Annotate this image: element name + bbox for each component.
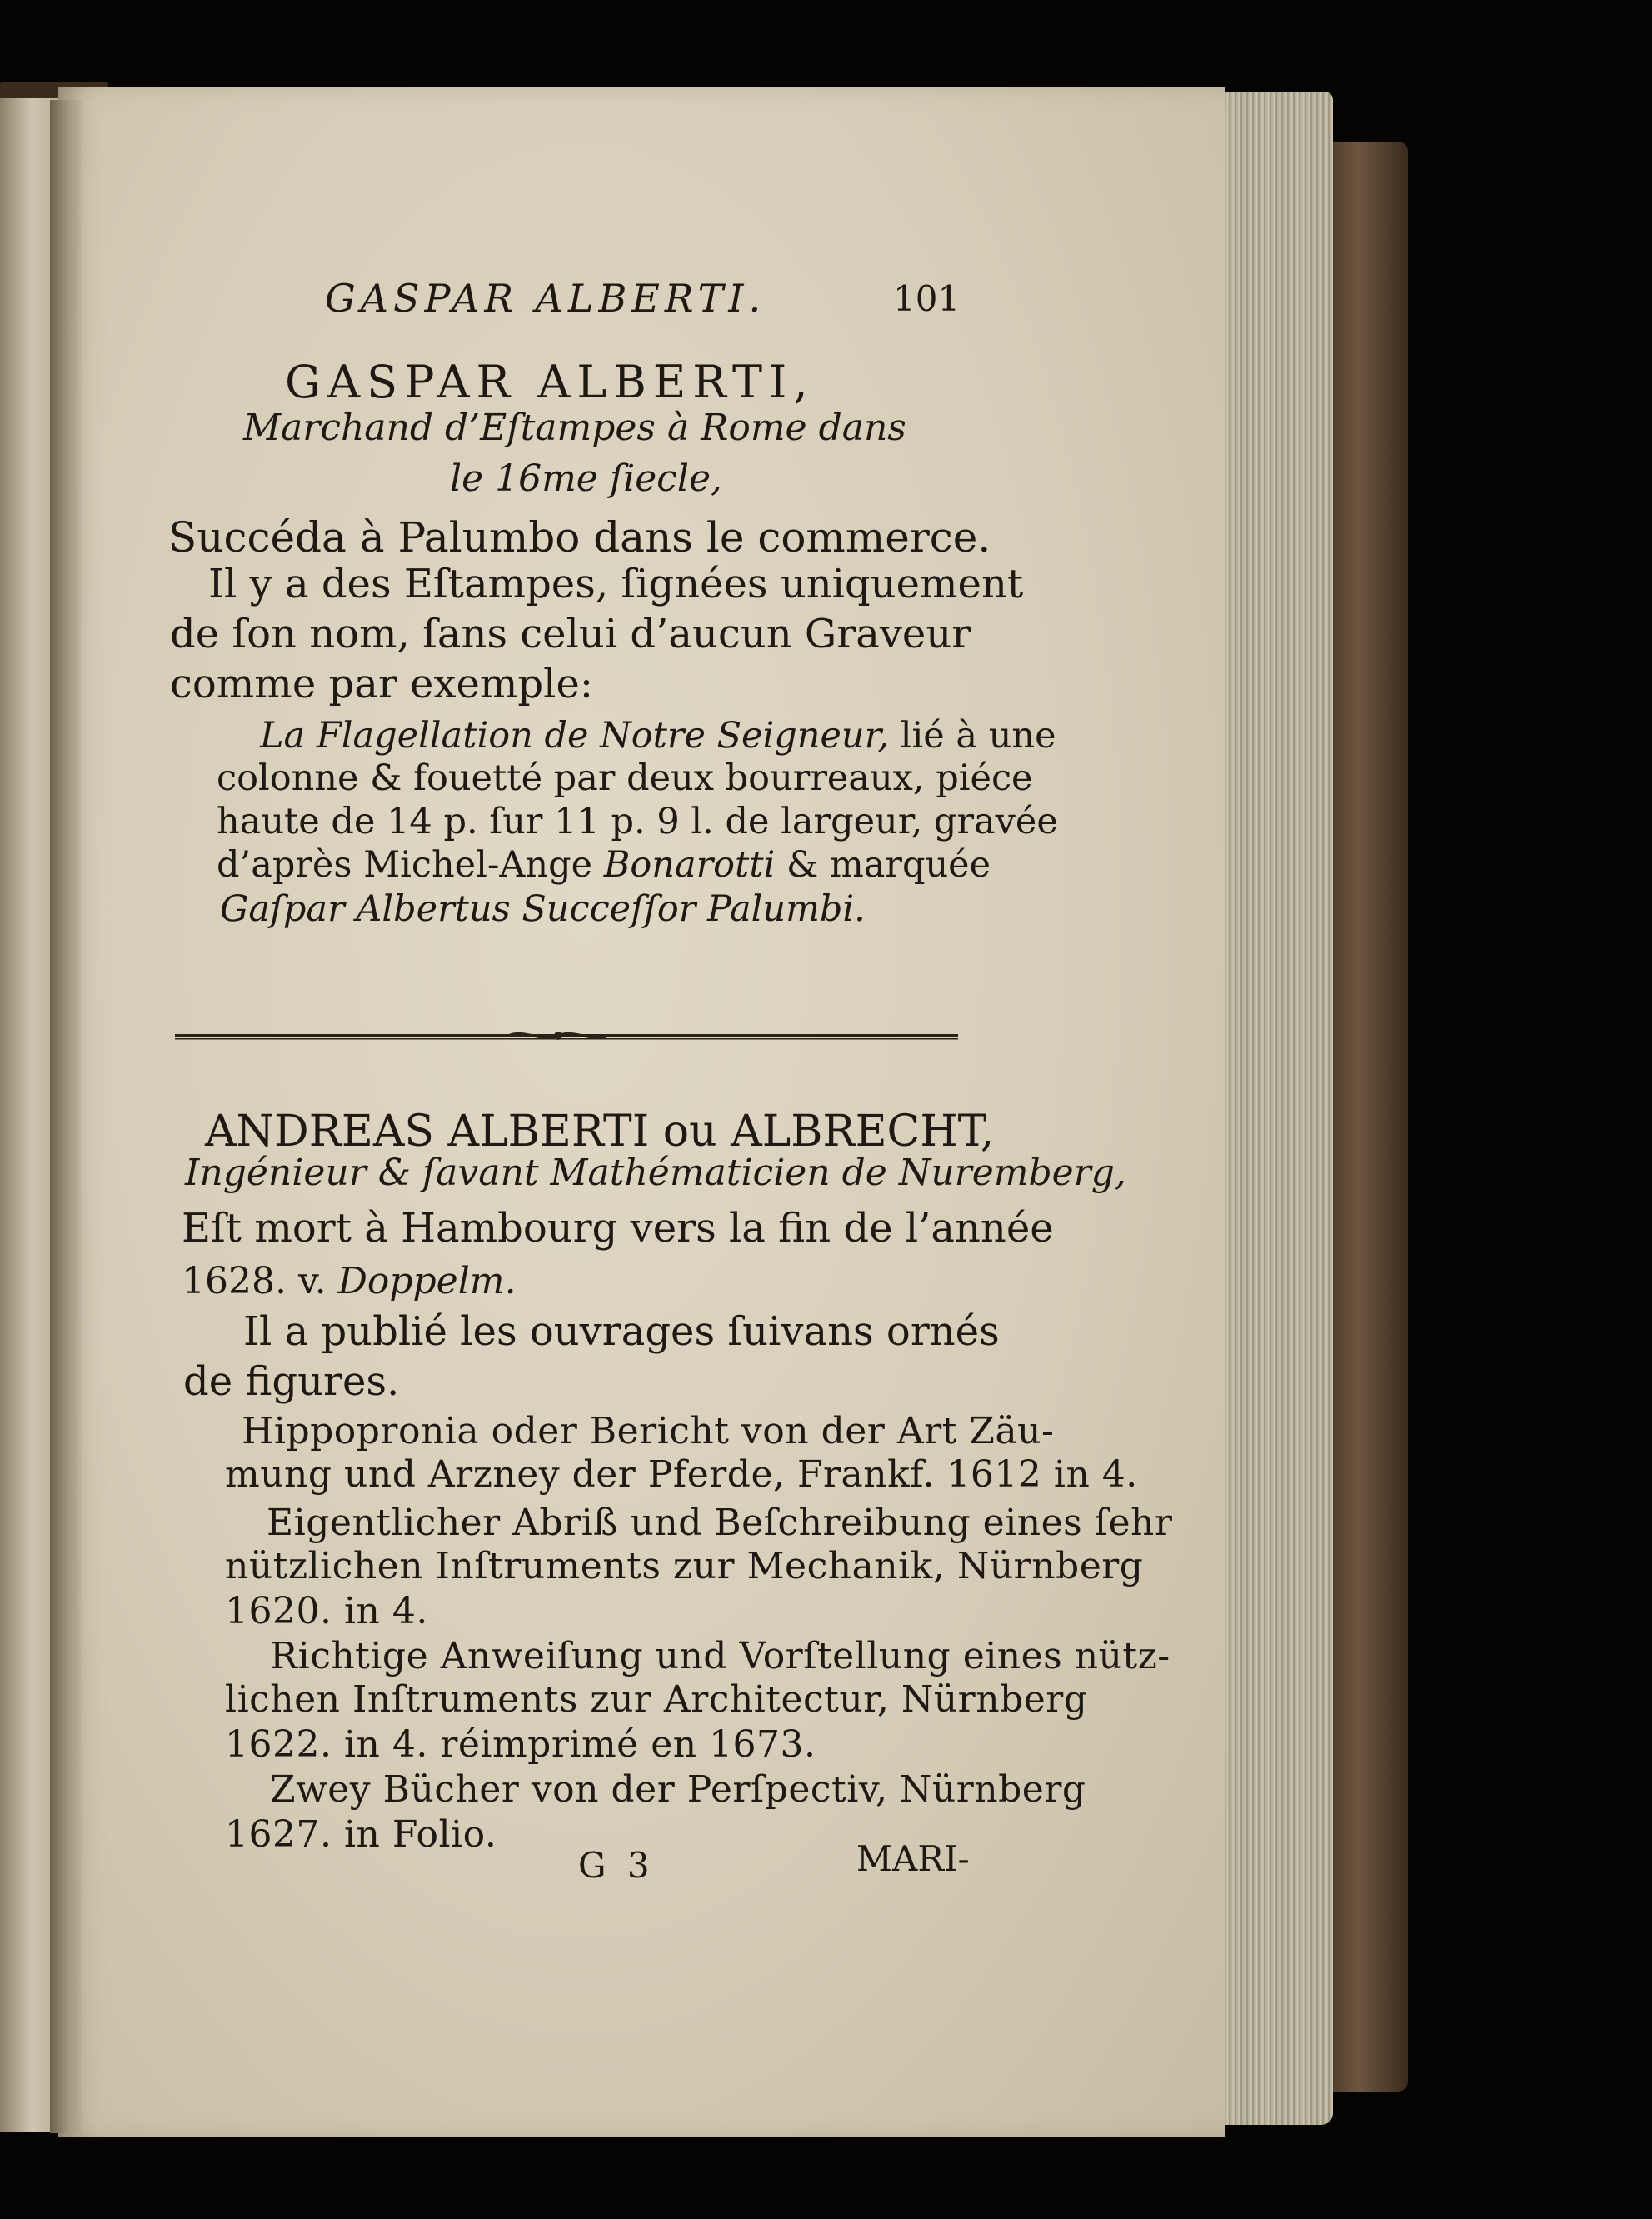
entry2-heading: ANDREAS ALBERTI ou ALBRECHT, (205, 1107, 995, 1157)
example-title: La Flagellation de Notre Seigneur, (260, 715, 890, 757)
signature-mark: G 3 (578, 1845, 655, 1886)
work-line-4: nützlichen Inſtruments zur Mechanik, Nürnberg (225, 1545, 1144, 1587)
ornamental-rule (175, 1030, 958, 1042)
example-text: lié à une (889, 715, 1056, 757)
example-text: & marquée (775, 844, 991, 886)
entry1-example-4 (217, 844, 991, 886)
entry2-reference: Doppelm. (337, 1260, 517, 1302)
entry1-body-1: Succéda à Palumbo dans le commerce. (168, 513, 991, 562)
entry1-heading: GASPAR ALBERTI, (285, 356, 815, 408)
work-line-1: Hippopronia oder Bericht von der Art Zäu- (242, 1410, 1055, 1452)
entry1-example-5: Gaſpar Albertus Succeſſor Palumbi. (220, 888, 866, 930)
entry1-example-1 (260, 715, 1056, 757)
entry1-body-3: de ſon nom, ſans celui d’aucun Graveur (170, 611, 971, 657)
work-line-8: 1622. in 4. réimprimé en 1673. (225, 1723, 816, 1766)
entry1-subtitle-1: Marchand d’Eſtampes à Rome dans (243, 407, 906, 449)
entry1-example-2: colonne & fouetté par deux bourreaux, piéce (217, 757, 1033, 799)
catchword: MARI- (856, 1838, 970, 1879)
example-name: Bonarotti (603, 844, 776, 886)
entry1-body-2: Il y a des Eſtampes, ſignées uniquement (208, 561, 1024, 607)
entry2-body-2 (182, 1260, 517, 1302)
entry2-body-1: Eſt mort à Hambourg vers la fin de l’année (182, 1205, 1054, 1252)
work-line-5: 1620. in 4. (225, 1590, 428, 1632)
entry1-example-3: haute de 14 p. ſur 11 p. 9 l. de largeur, gravée (217, 801, 1058, 842)
running-head-title: GASPAR ALBERTI. (325, 276, 766, 321)
example-text: d’après Michel-Ange (217, 844, 604, 886)
entry2-date: 1628. v. (182, 1260, 327, 1302)
work-line-7: lichen Inſtruments zur Architectur, Nürnberg (225, 1678, 1088, 1721)
work-line-9: Zwey Bücher von der Perſpectiv, Nürnberg (270, 1768, 1086, 1811)
work-line-3: Eigentlicher Abriß und Beſchreibung eines ſehr (267, 1502, 1173, 1544)
entry2-subtitle: Ingénieur & ſavant Mathématicien de Nuremberg, (185, 1152, 1126, 1194)
entry1-body-4: comme par exemple: (170, 661, 594, 707)
entry1-subtitle-2: le 16me ſiecle, (450, 457, 722, 500)
entry2-body-4: de figures. (183, 1358, 400, 1405)
work-line-2: mung und Arzney der Pferde, Frankf. 1612 in 4. (225, 1453, 1138, 1496)
work-line-10: 1627. in Folio. (225, 1813, 497, 1856)
page-number: 101 (893, 278, 961, 319)
entry2-body-3: Il a publié les ouvrages ſuivans ornés (243, 1308, 1000, 1355)
work-line-6: Richtige Anweiſung und Vorſtellung eines nütz- (270, 1635, 1170, 1677)
